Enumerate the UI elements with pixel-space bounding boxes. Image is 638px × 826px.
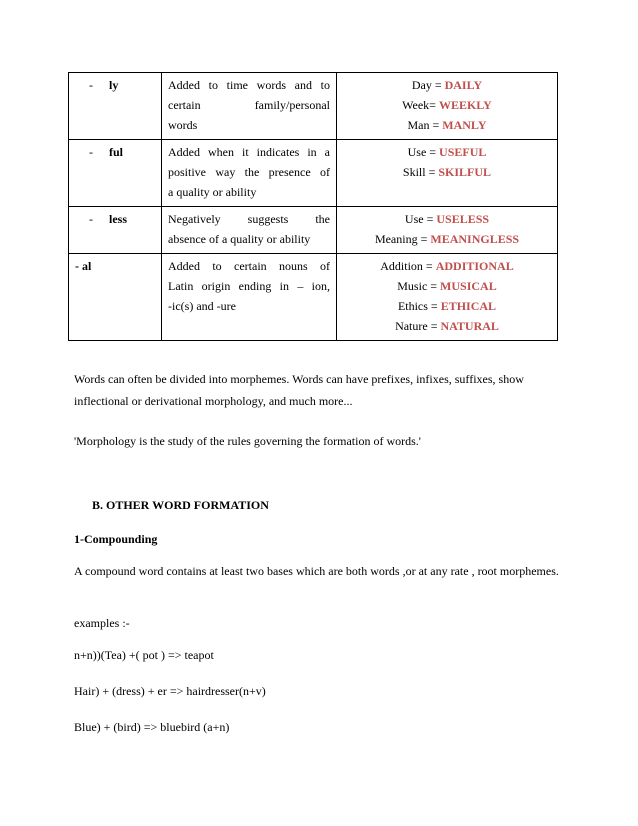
example-base: Use = [407, 145, 440, 159]
suffix-cell [69, 207, 162, 254]
examples-label: examples :- [74, 616, 130, 630]
examples-cell [337, 254, 558, 341]
description-cell [162, 207, 337, 254]
description-line: Latin origin ending in – ion, [168, 279, 330, 293]
example-result: SKILFUL [438, 165, 492, 179]
suffix-cell [69, 140, 162, 207]
example-base: Day = [411, 78, 445, 92]
description-line: Added to time words and to [168, 78, 330, 92]
example-base: Skill = [402, 165, 439, 179]
description-line: a quality or ability [168, 185, 257, 199]
description-line: Negatively suggests the [168, 212, 330, 226]
example-line: Blue) + (bird) => bluebird (a+n) [74, 720, 230, 734]
suffix-label: - al [75, 259, 92, 273]
example-pair [343, 162, 551, 182]
example-result: MEANINGLESS [430, 232, 520, 246]
example-line: Hair) + (dress) + er => hairdresser(n+v) [74, 684, 266, 698]
example-result: USELESS [436, 212, 490, 226]
suffix-dash: - [89, 145, 93, 159]
example-result: NATURAL [440, 319, 499, 333]
example-pair [343, 256, 551, 276]
suffix-table-body [69, 73, 558, 341]
example-base: Nature = [395, 319, 441, 333]
section-heading: B. OTHER WORD FORMATION [92, 498, 269, 512]
example-result: MANLY [442, 118, 487, 132]
example-result: WEEKLY [438, 98, 492, 112]
suffix-row [69, 207, 558, 254]
examples-cell [337, 140, 558, 207]
description-cell [162, 140, 337, 207]
suffix-row [69, 73, 558, 140]
description-line: Added when it indicates in a [168, 145, 330, 159]
suffix-label: less [109, 212, 127, 226]
example-result: MUSICAL [440, 279, 497, 293]
description-line: words [168, 118, 198, 132]
example-pair [343, 209, 551, 229]
compound-definition: A compound word contains at least two bases which are both words ,or at any rate , root morphemes. [74, 564, 559, 578]
description-line: positive way the presence of [168, 165, 330, 179]
morphology-quote: 'Morphology is the study of the rules governing the formation of words.' [74, 434, 421, 448]
example-pair [343, 115, 551, 135]
example-result: DAILY [444, 78, 483, 92]
suffix-cell [69, 254, 162, 341]
suffix-row [69, 254, 558, 341]
description-line: certain family/personal [168, 98, 330, 112]
example-base: Addition = [380, 259, 436, 273]
example-pair [343, 296, 551, 316]
suffix-dash: - [89, 212, 93, 226]
suffix-label: ful [109, 145, 124, 159]
suffix-table [68, 72, 558, 341]
example-pair [343, 142, 551, 162]
description-cell [162, 73, 337, 140]
suffix-cell [69, 73, 162, 140]
example-pair [343, 95, 551, 115]
example-result: ETHICAL [440, 299, 497, 313]
example-result: USEFUL [439, 145, 487, 159]
example-base: Meaning = [374, 232, 431, 246]
description-line: -ic(s) and -ure [168, 299, 236, 313]
examples-cell [337, 207, 558, 254]
examples-cell [337, 73, 558, 140]
example-base: Music = [397, 279, 441, 293]
morpheme-paragraph: Words can often be divided into morphemes. Words can have prefixes, infixes, suffixes, show inflectional or derivational morphology, and much more... [74, 372, 524, 408]
example-pair [343, 75, 551, 95]
example-result: ADDITIONAL [435, 259, 514, 273]
example-pair [343, 316, 551, 336]
example-line: n+n))(Tea) +( pot ) => teapot [74, 648, 214, 662]
example-base: Use = [404, 212, 437, 226]
description-cell [162, 254, 337, 341]
description-line: absence of a quality or ability [168, 232, 311, 246]
compounding-subheading: 1-Compounding [74, 532, 158, 546]
suffix-label: ly [109, 78, 119, 92]
suffix-row [69, 140, 558, 207]
example-base: Ethics = [397, 299, 441, 313]
description-line: Added to certain nouns of [168, 259, 330, 273]
example-base: Man = [407, 118, 443, 132]
suffix-dash: - [89, 78, 93, 92]
example-base: Week= [402, 98, 439, 112]
example-pair [343, 229, 551, 249]
example-pair [343, 276, 551, 296]
